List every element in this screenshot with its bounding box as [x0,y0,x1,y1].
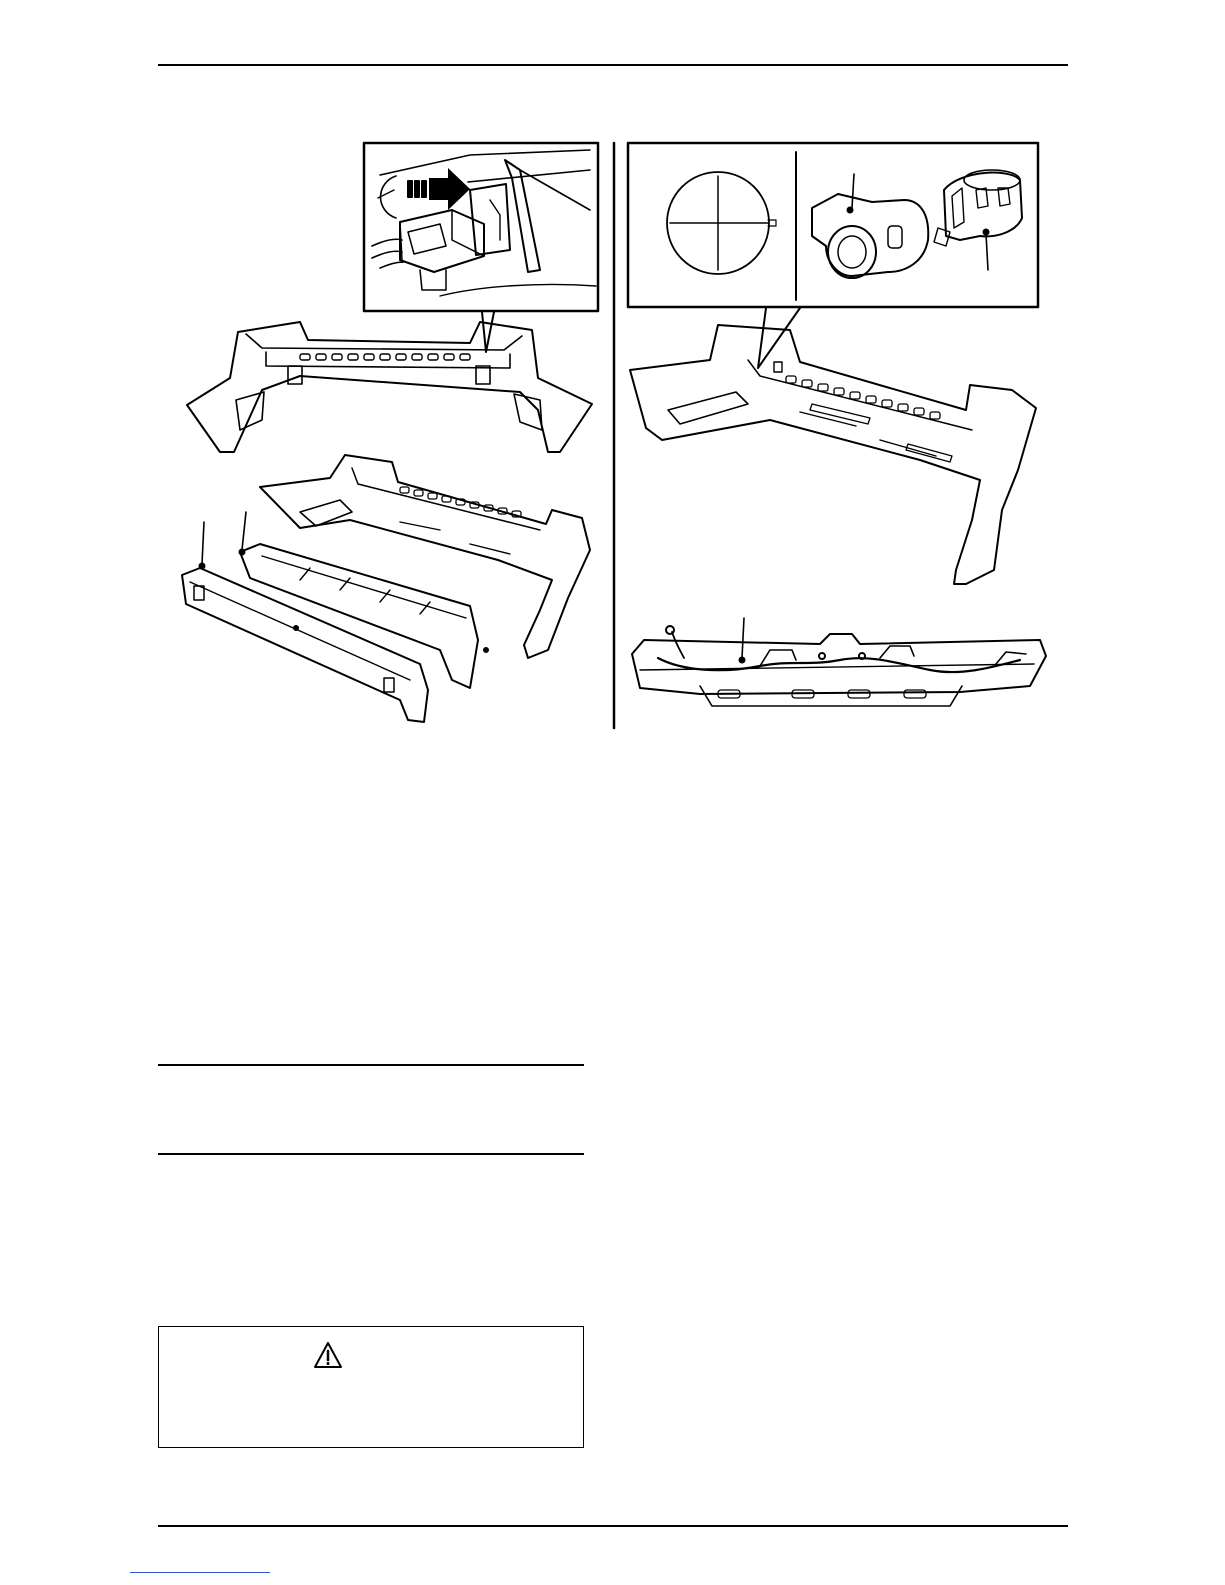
sensor-holder-icon [934,170,1022,270]
bumper-cover-rear-view [187,322,592,452]
connector-detail-callout [364,143,598,352]
push-arrow-icon [408,168,470,210]
reinforcement-beam [182,522,488,722]
warning-triangle-icon [313,1341,343,1369]
bumper-cover-perspective [630,325,1036,584]
sensor-detail-callout [628,143,1038,368]
section-rule-top [158,1064,584,1066]
beam-with-harness [632,618,1046,706]
parking-sensor-icon [812,174,928,278]
bumper-cover-exploded [260,455,590,658]
footer-link[interactable] [130,1572,270,1573]
warning-box [158,1326,584,1448]
footer-rule [158,1525,1068,1527]
section-rule-bottom [158,1153,584,1155]
bumper-figure [0,0,1225,760]
